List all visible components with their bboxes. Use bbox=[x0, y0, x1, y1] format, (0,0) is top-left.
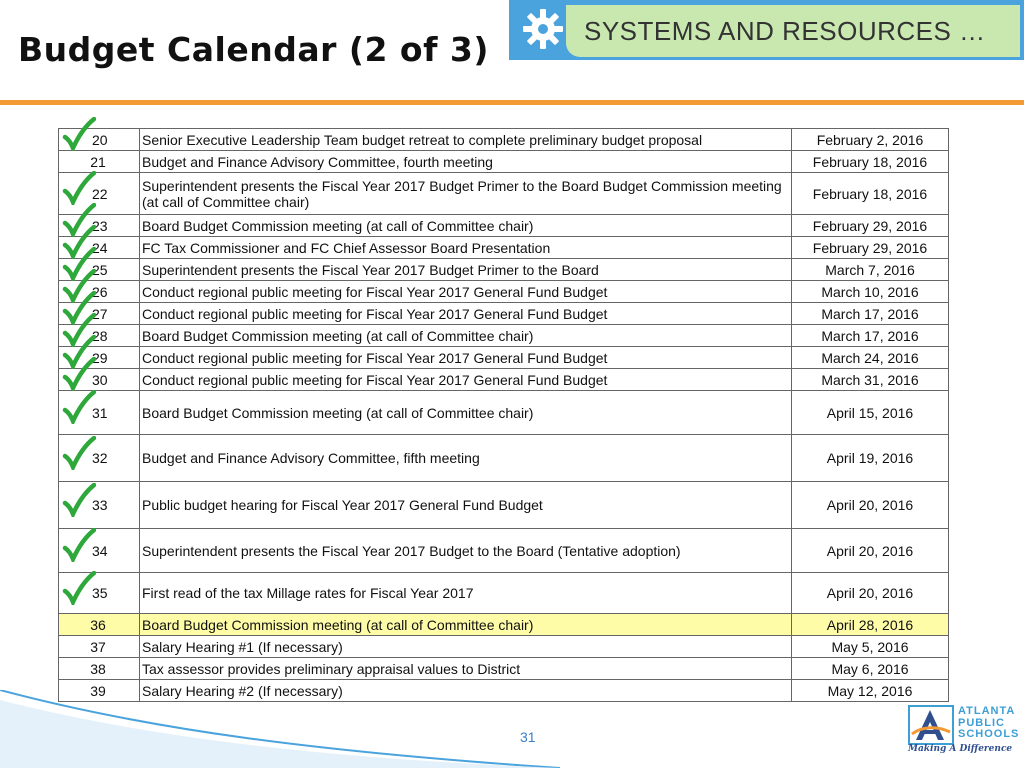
table-row bbox=[59, 259, 949, 281]
table-row bbox=[59, 237, 949, 259]
checkmark-icon bbox=[62, 528, 96, 562]
row-event: Conduct regional public meeting for Fiscal Year 2017 General Fund Budget bbox=[140, 303, 792, 325]
row-date: February 2, 2016 bbox=[792, 129, 949, 151]
row-event: Board Budget Commission meeting (at call of Committee chair) bbox=[140, 614, 792, 636]
table-row bbox=[59, 391, 949, 435]
row-event: Board Budget Commission meeting (at call of Committee chair) bbox=[140, 391, 792, 435]
row-event: Senior Executive Leadership Team budget retreat to complete preliminary budget proposal bbox=[140, 129, 792, 151]
row-date: April 28, 2016 bbox=[792, 614, 949, 636]
row-number: 35 bbox=[59, 573, 140, 614]
row-event: First read of the tax Millage rates for Fiscal Year 2017 bbox=[140, 573, 792, 614]
row-date: March 24, 2016 bbox=[792, 347, 949, 369]
row-date: April 20, 2016 bbox=[792, 482, 949, 529]
logo-line: PUBLIC bbox=[958, 716, 1005, 729]
row-number: 36 bbox=[59, 614, 140, 636]
row-date: February 29, 2016 bbox=[792, 215, 949, 237]
row-event: Public budget hearing for Fiscal Year 2017 General Fund Budget bbox=[140, 482, 792, 529]
row-number: 26 bbox=[59, 281, 140, 303]
row-number: 28 bbox=[59, 325, 140, 347]
row-number: 34 bbox=[59, 529, 140, 573]
checkmark-icon bbox=[62, 571, 96, 605]
row-date: April 19, 2016 bbox=[792, 435, 949, 482]
row-number: 39 bbox=[59, 680, 140, 702]
row-event: Board Budget Commission meeting (at call of Committee chair) bbox=[140, 325, 792, 347]
row-number: 23 bbox=[59, 215, 140, 237]
row-date: May 5, 2016 bbox=[792, 636, 949, 658]
checkmark-icon bbox=[62, 483, 96, 517]
row-number: 25 bbox=[59, 259, 140, 281]
row-number: 22 bbox=[59, 173, 140, 215]
table-row bbox=[59, 129, 949, 151]
row-number: 32 bbox=[59, 435, 140, 482]
row-date: May 6, 2016 bbox=[792, 658, 949, 680]
row-date: March 31, 2016 bbox=[792, 369, 949, 391]
logo-line: ATLANTA bbox=[958, 705, 1016, 717]
row-number: 24 bbox=[59, 237, 140, 259]
row-number: 20 bbox=[59, 129, 140, 151]
row-event: Conduct regional public meeting for Fiscal Year 2017 General Fund Budget bbox=[140, 369, 792, 391]
row-date: March 7, 2016 bbox=[792, 259, 949, 281]
row-event: Salary Hearing #1 (If necessary) bbox=[140, 636, 792, 658]
row-number: 29 bbox=[59, 347, 140, 369]
section-banner bbox=[509, 0, 1024, 60]
table-row bbox=[59, 281, 949, 303]
budget-calendar-table bbox=[58, 128, 949, 702]
table-row bbox=[59, 325, 949, 347]
row-event: Budget and Finance Advisory Committee, fourth meeting bbox=[140, 151, 792, 173]
row-date: April 20, 2016 bbox=[792, 529, 949, 573]
table-row bbox=[59, 215, 949, 237]
row-number: 33 bbox=[59, 482, 140, 529]
row-event: Superintendent presents the Fiscal Year 2017 Budget to the Board (Tentative adoption) bbox=[140, 529, 792, 573]
table-row bbox=[59, 347, 949, 369]
table-row bbox=[59, 173, 949, 215]
row-number: 37 bbox=[59, 636, 140, 658]
table-row bbox=[59, 369, 949, 391]
row-event: Superintendent presents the Fiscal Year 2017 Budget Primer to the Board bbox=[140, 259, 792, 281]
row-date: February 18, 2016 bbox=[792, 151, 949, 173]
row-date: February 29, 2016 bbox=[792, 237, 949, 259]
page-title: Budget Calendar (2 of 3) bbox=[18, 30, 489, 69]
header-divider bbox=[0, 100, 1024, 105]
table-row bbox=[59, 482, 949, 529]
row-number: 27 bbox=[59, 303, 140, 325]
row-event: Salary Hearing #2 (If necessary) bbox=[140, 680, 792, 702]
page-number: 31 bbox=[520, 729, 536, 745]
row-event: Superintendent presents the Fiscal Year 2017 Budget Primer to the Board Budget Commission meeting (at call of Committee chair) bbox=[140, 173, 792, 215]
table-row bbox=[59, 636, 949, 658]
logo-wordmark bbox=[958, 706, 1019, 741]
row-number: 21 bbox=[59, 151, 140, 173]
checkmark-icon bbox=[62, 390, 96, 424]
row-event: Board Budget Commission meeting (at call of Committee chair) bbox=[140, 215, 792, 237]
row-date: February 18, 2016 bbox=[792, 173, 949, 215]
checkmark-icon bbox=[62, 117, 96, 151]
table-row bbox=[59, 658, 949, 680]
row-number: 30 bbox=[59, 369, 140, 391]
gear-icon bbox=[519, 5, 567, 53]
table-row bbox=[59, 529, 949, 573]
row-event: Conduct regional public meeting for Fiscal Year 2017 General Fund Budget bbox=[140, 347, 792, 369]
table-row bbox=[59, 151, 949, 173]
row-date: March 10, 2016 bbox=[792, 281, 949, 303]
logo-tagline: Making A Difference bbox=[908, 744, 1013, 754]
row-date: March 17, 2016 bbox=[792, 325, 949, 347]
row-date: April 20, 2016 bbox=[792, 573, 949, 614]
checkmark-icon bbox=[62, 436, 96, 470]
row-number: 38 bbox=[59, 658, 140, 680]
row-date: April 15, 2016 bbox=[792, 391, 949, 435]
row-event: Budget and Finance Advisory Committee, fifth meeting bbox=[140, 435, 792, 482]
row-event: Conduct regional public meeting for Fiscal Year 2017 General Fund Budget bbox=[140, 281, 792, 303]
table-row bbox=[59, 614, 949, 636]
logo-line: SCHOOLS bbox=[958, 728, 1020, 740]
checkmark-icon bbox=[62, 171, 96, 205]
row-event: Tax assessor provides preliminary appraisal values to District bbox=[140, 658, 792, 680]
table-row bbox=[59, 573, 949, 614]
footer-swoosh bbox=[0, 690, 560, 768]
row-number: 31 bbox=[59, 391, 140, 435]
table-row bbox=[59, 435, 949, 482]
row-date: May 12, 2016 bbox=[792, 680, 949, 702]
banner-label: SYSTEMS AND RESOURCES … bbox=[584, 16, 986, 46]
row-event: FC Tax Commissioner and FC Chief Assessor Board Presentation bbox=[140, 237, 792, 259]
banner-label-box bbox=[566, 5, 1020, 57]
table-row bbox=[59, 303, 949, 325]
checkmark-icon bbox=[62, 357, 96, 391]
row-date: March 17, 2016 bbox=[792, 303, 949, 325]
